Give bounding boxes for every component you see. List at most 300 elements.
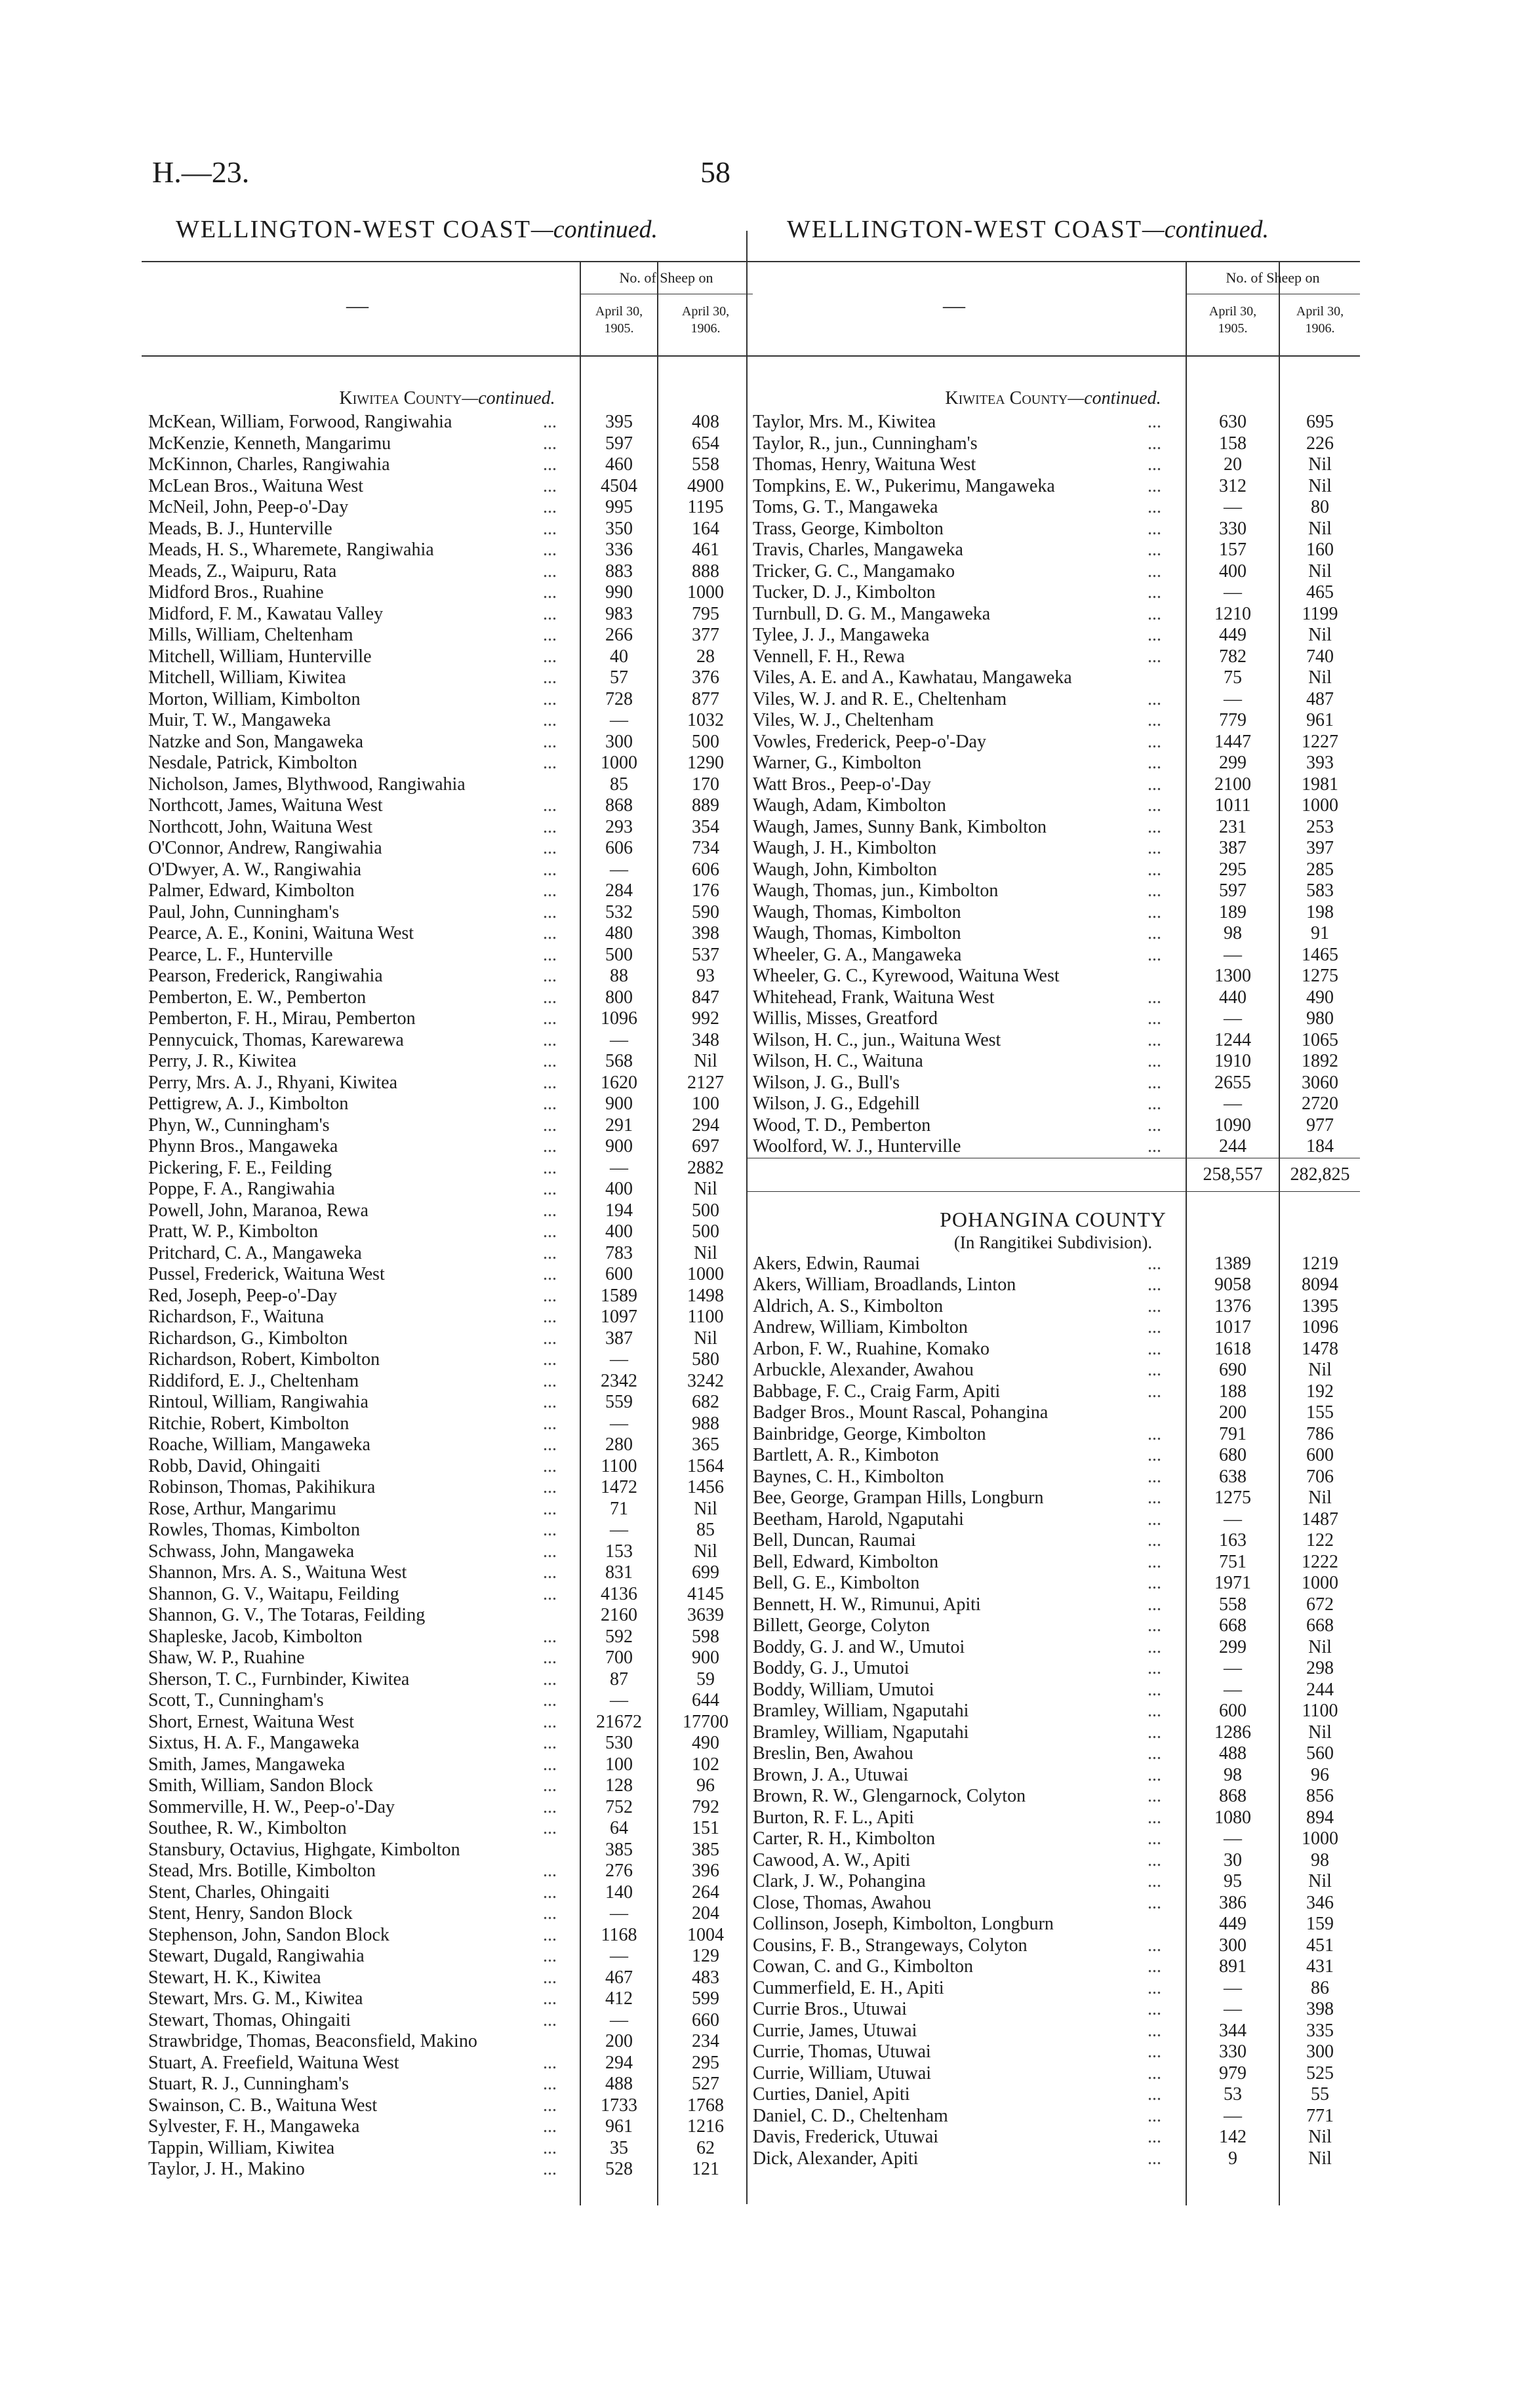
- leader-dots: ...: [1148, 1338, 1161, 1359]
- table-row: [142, 2095, 753, 2117]
- owner-name: Waugh, James, Sunny Bank, Kimbolton: [753, 816, 1047, 837]
- sheep-1905: 779: [1219, 710, 1247, 730]
- table-row: [746, 710, 1360, 732]
- sheep-1905: 330: [1219, 518, 1247, 539]
- owner-name: Sommerville, H. W., Peep-o'-Day: [148, 1796, 395, 1817]
- table-row: [746, 1573, 1360, 1594]
- table-row: [142, 1967, 753, 1989]
- leader-dots: ...: [543, 582, 557, 602]
- table-row: [142, 1712, 753, 1733]
- table-row: [142, 1307, 753, 1328]
- sheep-1906: 1032: [687, 710, 724, 730]
- sheep-1906: 1222: [1302, 1551, 1338, 1572]
- owner-name: Mills, William, Cheltenham: [148, 625, 353, 645]
- leader-dots: ...: [1148, 2063, 1161, 2083]
- sheep-1905: 440: [1219, 987, 1247, 1008]
- sheep-1906: 91: [1311, 923, 1329, 943]
- sheep-1905: 400: [1219, 561, 1247, 582]
- sheep-1906: 93: [696, 966, 715, 986]
- sheep-1906: 102: [692, 1754, 719, 1775]
- leader-dots: ...: [1148, 838, 1161, 858]
- left-table-header: [142, 261, 753, 357]
- owner-name: Muir, T. W., Mangaweka: [148, 710, 331, 730]
- sheep-1906: 348: [692, 1029, 719, 1050]
- sheep-1905: 98: [1224, 1764, 1242, 1785]
- leader-dots: ...: [1148, 454, 1161, 475]
- sheep-1906: 1000: [1302, 1573, 1338, 1593]
- leader-dots: ...: [543, 1583, 557, 1604]
- sheep-1906: 740: [1306, 646, 1334, 667]
- section-heading: Kiwitea County—continued.: [339, 388, 555, 408]
- table-row: [746, 902, 1360, 924]
- leader-dots: ...: [1148, 1360, 1161, 1380]
- leader-dots: ...: [543, 475, 557, 496]
- sheep-1905: —: [610, 1903, 628, 1924]
- owner-name: Willis, Misses, Greatford: [753, 1008, 938, 1029]
- leader-dots: ...: [1148, 1636, 1161, 1657]
- sheep-1905: 100: [605, 1754, 633, 1775]
- owner-name: Perry, Mrs. A. J., Rhyani, Kiwitea: [148, 1072, 398, 1093]
- sheep-1905: 280: [605, 1434, 633, 1455]
- table-row: [746, 1893, 1360, 1914]
- sheep-1905: 752: [605, 1796, 633, 1817]
- owner-name: McKenzie, Kenneth, Mangarimu: [148, 433, 391, 454]
- leader-dots: ...: [1148, 582, 1161, 602]
- sheep-1906: 706: [1306, 1466, 1334, 1487]
- sheep-1906: 122: [1306, 1530, 1334, 1550]
- table-row: [746, 1530, 1360, 1552]
- table-row: [142, 1008, 753, 1030]
- leader-dots: ...: [1148, 1136, 1161, 1156]
- sheep-1905: 385: [605, 1839, 633, 1860]
- sheep-1906: 672: [1306, 1594, 1334, 1615]
- table-row: [142, 1073, 753, 1094]
- leader-dots: ...: [543, 1115, 557, 1135]
- sheep-1906: 1000: [1302, 795, 1338, 816]
- owner-name: Northcott, James, Waituna West: [148, 795, 383, 816]
- sheep-1905: 831: [605, 1562, 633, 1583]
- leader-dots: ...: [543, 2095, 557, 2116]
- table-row: [746, 1253, 1360, 1275]
- section-subheading: (In Rangitikei Subdivision).: [953, 1232, 1153, 1252]
- leader-dots: ...: [1148, 1701, 1161, 1721]
- sheep-1905: 638: [1219, 1466, 1247, 1487]
- leader-dots: ...: [543, 1541, 557, 1562]
- sheep-1905: 128: [605, 1775, 633, 1796]
- col-1906-header: April 30, 1906.: [1296, 304, 1344, 336]
- sheep-1906: 4900: [687, 475, 724, 496]
- leader-dots: ...: [1148, 412, 1161, 432]
- leader-dots: ...: [1148, 1999, 1161, 2019]
- sheep-1906: 1227: [1302, 731, 1338, 752]
- sheep-1905: 158: [1219, 433, 1247, 454]
- sheep-1905: 1100: [601, 1455, 637, 1476]
- leader-dots: ...: [1148, 1551, 1161, 1572]
- leader-dots: ...: [1148, 1594, 1161, 1615]
- sheep-1905: 1080: [1214, 1807, 1251, 1828]
- leader-dots: ...: [1148, 518, 1161, 539]
- sheep-1905: 350: [605, 518, 633, 539]
- sheep-1906: 2720: [1302, 1094, 1338, 1114]
- sheep-1906: 1096: [1302, 1317, 1338, 1337]
- leader-dots: ...: [543, 1775, 557, 1796]
- leader-dots: ...: [543, 1157, 557, 1178]
- sheep-1905: 400: [605, 1179, 633, 1199]
- sheep-1906: 697: [692, 1136, 719, 1156]
- sheep-1906: 583: [1306, 880, 1334, 901]
- owner-name: Stephenson, John, Sandon Block: [148, 1924, 389, 1945]
- leader-dots: ...: [1148, 1658, 1161, 1678]
- owner-name: Pratt, W. P., Kimbolton: [148, 1221, 319, 1242]
- leader-dots: ...: [1148, 1509, 1161, 1530]
- sheep-1906: 771: [1306, 2105, 1334, 2126]
- sheep-1905: 883: [605, 561, 633, 582]
- leader-dots: ...: [543, 1690, 557, 1710]
- table-row: [746, 1956, 1360, 1978]
- sheep-1905: 95: [1224, 1871, 1242, 1891]
- table-row: [746, 2042, 1360, 2063]
- sheep-1906: 668: [1306, 1615, 1334, 1636]
- sheep-1905: —: [610, 1946, 628, 1966]
- leader-dots: ...: [1148, 1072, 1161, 1093]
- sheep-1905: 142: [1219, 2127, 1247, 2147]
- owner-name: Currie, William, Utuwai: [753, 2063, 932, 2083]
- leader-dots: ...: [543, 1796, 557, 1817]
- owner-name: Phynn Bros., Mangaweka: [148, 1136, 338, 1156]
- sheep-1905: 189: [1219, 901, 1247, 922]
- sheep-1905: 488: [1219, 1743, 1247, 1764]
- sheep-1905: 751: [1219, 1551, 1247, 1572]
- sheep-1905: 291: [605, 1115, 633, 1135]
- sheep-1906: 3639: [687, 1605, 724, 1625]
- table-row: [746, 1509, 1360, 1531]
- sheep-1906: 894: [1306, 1807, 1334, 1828]
- sheep-1905: 791: [1219, 1423, 1247, 1444]
- leader-dots: ...: [543, 1094, 557, 1114]
- sheep-1906: Nil: [694, 1242, 717, 1263]
- sheep-1906: 96: [1311, 1764, 1329, 1785]
- table-row: [142, 1094, 753, 1115]
- owner-name: Phyn, W., Cunningham's: [148, 1115, 330, 1135]
- county-total-row: [746, 1158, 1360, 1192]
- sheep-1905: 35: [610, 2137, 628, 2158]
- leader-dots: ...: [1148, 987, 1161, 1008]
- sheep-1905: 1733: [601, 2095, 637, 2116]
- table-row: [142, 1286, 753, 1307]
- sheep-1905: 449: [1219, 1914, 1247, 1934]
- right-table: [746, 261, 1360, 2169]
- owner-name: Vowles, Frederick, Peep-o'-Day: [753, 731, 986, 752]
- sheep-1905: 480: [605, 923, 633, 943]
- sheep-1906: 590: [692, 901, 719, 922]
- owner-name: Bell, Edward, Kimbolton: [753, 1551, 939, 1572]
- owner-name: Bell, Duncan, Raumai: [753, 1530, 916, 1550]
- leader-dots: ...: [543, 1988, 557, 2009]
- leader-dots: ...: [543, 1221, 557, 1242]
- sheep-1906: 695: [1306, 412, 1334, 432]
- sheep-1905: 1300: [1214, 966, 1251, 986]
- sheep-1905: —: [610, 710, 628, 730]
- sheep-1906: 682: [692, 1392, 719, 1412]
- leader-dots: ...: [1148, 774, 1161, 795]
- leader-dots: ...: [543, 1818, 557, 1838]
- owner-name: Roache, William, Mangaweka: [148, 1434, 370, 1455]
- sheep-1905: 979: [1219, 2063, 1247, 2083]
- owner-name: Pemberton, F. H., Mirau, Pemberton: [148, 1008, 416, 1029]
- owner-name: Davis, Frederick, Utuwai: [753, 2127, 939, 2147]
- sheep-1905: 299: [1219, 753, 1247, 773]
- owner-name: Shannon, G. V., The Totaras, Feilding: [148, 1605, 426, 1625]
- sheep-1906: 1465: [1302, 944, 1338, 965]
- owner-name: Rintoul, William, Rangiwahia: [148, 1392, 369, 1412]
- sheep-1906: 660: [692, 2009, 719, 2030]
- sheep-1905: 284: [605, 880, 633, 901]
- table-row: [142, 1413, 753, 1435]
- sheep-1905: 57: [610, 667, 628, 688]
- sheep-1906: 176: [692, 880, 719, 901]
- owner-name: Beetham, Harold, Ngaputahi: [753, 1509, 964, 1530]
- owner-name: McLean Bros., Waituna West: [148, 475, 364, 496]
- table-row: [142, 1371, 753, 1392]
- leader-dots: ...: [543, 1967, 557, 1988]
- owner-name: Poppe, F. A., Rangiwahia: [148, 1179, 335, 1199]
- leader-dots: ...: [1148, 710, 1161, 730]
- table-row: [142, 1051, 753, 1073]
- owner-name: Waugh, Thomas, jun., Kimbolton: [753, 880, 999, 901]
- sheep-1905: 295: [1219, 859, 1247, 880]
- owner-name: Bramley, William, Ngaputahi: [753, 1722, 969, 1743]
- owner-name: Shannon, G. V., Waitapu, Feilding: [148, 1583, 399, 1604]
- leader-dots: ...: [1148, 497, 1161, 517]
- sheep-1905: 500: [605, 944, 633, 965]
- sheep-1905: 98: [1224, 923, 1242, 943]
- leader-dots: ...: [1148, 1530, 1161, 1550]
- leader-dots: ...: [543, 497, 557, 517]
- leader-dots: ...: [543, 838, 557, 858]
- table-row: [746, 689, 1360, 711]
- leader-dots: ...: [543, 1498, 557, 1519]
- sheep-1906: 1395: [1302, 1295, 1338, 1316]
- owner-name: Rose, Arthur, Mangarimu: [148, 1498, 336, 1519]
- leader-dots: ...: [1148, 1274, 1161, 1295]
- leader-dots: ...: [543, 1946, 557, 1966]
- sheep-1906: 86: [1311, 1977, 1329, 1998]
- sheep-1906: 654: [692, 433, 719, 454]
- sheep-1905: —: [1224, 1658, 1242, 1678]
- leader-dots: ...: [543, 1520, 557, 1540]
- col-1905-header: April 30, 1905.: [595, 304, 643, 336]
- owner-name: Currie, Thomas, Utuwai: [753, 2042, 931, 2062]
- table-row: [142, 454, 753, 476]
- table-row: [142, 1520, 753, 1541]
- table-row: [746, 1051, 1360, 1073]
- owner-name: Stent, Henry, Sandon Block: [148, 1903, 353, 1924]
- owner-name: Vennell, F. H., Rewa: [753, 646, 905, 667]
- leader-dots: ...: [1148, 731, 1161, 752]
- sheep-1906: 398: [1306, 1999, 1334, 2019]
- sheep-1905: 300: [1219, 1935, 1247, 1956]
- table-row: [746, 1488, 1360, 1509]
- sheep-1906: Nil: [694, 1328, 717, 1349]
- sheep-1906: 558: [692, 454, 719, 475]
- sheep-1906: Nil: [694, 1541, 717, 1562]
- sheep-1906: 129: [692, 1946, 719, 1966]
- table-row: [142, 646, 753, 668]
- sheep-1906: 17700: [683, 1711, 729, 1732]
- leader-dots: ...: [543, 1072, 557, 1093]
- sheep-1906: Nil: [1308, 1360, 1332, 1380]
- sheep-1906: 487: [1306, 688, 1334, 709]
- table-row: [746, 497, 1360, 519]
- table-row: [142, 1434, 753, 1456]
- sheep-1905: 700: [605, 1648, 633, 1668]
- leader-dots: ...: [1148, 1029, 1161, 1050]
- sheep-1905: 312: [1219, 475, 1247, 496]
- table-row: [746, 1935, 1360, 1957]
- table-row: [746, 561, 1360, 583]
- owner-name: Stansbury, Octavius, Highgate, Kimbolton: [148, 1839, 460, 1860]
- leader-dots: ...: [543, 1285, 557, 1306]
- sheep-1905: 1620: [601, 1072, 637, 1093]
- table-row: [746, 1381, 1360, 1403]
- owner-name: Viles, A. E. and A., Kawhatau, Mangaweka: [753, 667, 1072, 688]
- table-row: [746, 923, 1360, 945]
- table-row: [746, 1914, 1360, 1935]
- sheep-1906: 1768: [687, 2095, 724, 2116]
- table-row: [142, 923, 753, 945]
- owner-name: Cawood, A. W., Apiti: [753, 1849, 911, 1870]
- sheep-1906: 1478: [1302, 1338, 1338, 1359]
- leader-dots: ...: [1148, 1807, 1161, 1828]
- table-row: [142, 1797, 753, 1819]
- table-row: [746, 2106, 1360, 2127]
- sheep-1906: 264: [692, 1882, 719, 1903]
- sheep-1906: 988: [692, 1413, 719, 1434]
- sheep-1906: 354: [692, 816, 719, 837]
- sheep-1906: Nil: [1308, 1722, 1332, 1743]
- leader-dots: ...: [543, 1434, 557, 1455]
- sheep-1905: 1210: [1214, 603, 1251, 624]
- sheep-1905: 153: [605, 1541, 633, 1562]
- right-table-header: [746, 261, 1360, 357]
- sheep-1905: 87: [610, 1668, 628, 1689]
- sheep-1906: 889: [692, 795, 719, 816]
- owner-name: Tylee, J. J., Mangaweka: [753, 625, 930, 645]
- owner-name: Stewart, Thomas, Ohingaiti: [148, 2009, 351, 2030]
- owner-name: O'Dwyer, A. W., Rangiwahia: [148, 859, 362, 880]
- owner-name: Boddy, G. J. and W., Umutoi: [753, 1636, 965, 1657]
- leader-dots: ...: [543, 625, 557, 645]
- leader-dots: ...: [543, 518, 557, 539]
- sheep-1906: 490: [692, 1733, 719, 1753]
- sheep-1905: —: [610, 1413, 628, 1434]
- sheep-1906: 151: [692, 1818, 719, 1838]
- sheep-1905: 53: [1224, 2084, 1242, 2104]
- table-row: [142, 476, 753, 498]
- owner-name: Meads, H. S., Wharemete, Rangiwahia: [148, 540, 434, 560]
- left-column-title: WELLINGTON-WEST COAST—continued.: [176, 216, 658, 243]
- table-row: [142, 1840, 753, 1861]
- sheep-1906: 2882: [687, 1157, 724, 1178]
- sheep-1905: 200: [605, 2031, 633, 2051]
- owner-name: Viles, W. J., Cheltenham: [753, 710, 934, 730]
- owner-name: Wheeler, G. C., Kyrewood, Waituna West: [753, 966, 1060, 986]
- leader-dots: ...: [543, 966, 557, 986]
- sheep-1905: —: [610, 859, 628, 880]
- table-row: [746, 732, 1360, 753]
- owner-name: Shapleske, Jacob, Kimbolton: [148, 1626, 363, 1647]
- leader-dots: ...: [543, 859, 557, 880]
- owner-name: Arbon, F. W., Ruahine, Komako: [753, 1338, 989, 1359]
- owner-name: Arbuckle, Alexander, Awahou: [753, 1360, 974, 1380]
- table-row: [746, 1871, 1360, 1893]
- owner-name: Morton, William, Kimbolton: [148, 688, 361, 709]
- owner-name: Brown, R. W., Glengarnock, Colyton: [753, 1786, 1026, 1806]
- sheep-1905: 1097: [601, 1307, 637, 1327]
- sheep-1906: 1981: [1302, 774, 1338, 795]
- owner-name: Shaw, W. P., Ruahine: [148, 1648, 305, 1668]
- table-row: [746, 1807, 1360, 1829]
- sheep-1906: 461: [692, 540, 719, 560]
- table-row: [142, 753, 753, 774]
- sheep-1905: 1011: [1214, 795, 1251, 816]
- sheep-1905: —: [610, 1349, 628, 1370]
- sheep-1906: 1275: [1302, 966, 1338, 986]
- table-row: [746, 795, 1360, 817]
- owner-name: Robinson, Thomas, Pakihikura: [148, 1477, 376, 1497]
- owner-name: Akers, Edwin, Raumai: [753, 1253, 921, 1274]
- sheep-1906: 1456: [687, 1477, 724, 1497]
- table-row: [746, 945, 1360, 966]
- leader-dots: ...: [1148, 1295, 1161, 1316]
- leader-dots: ...: [543, 433, 557, 454]
- sheep-1905: 344: [1219, 2020, 1247, 2041]
- sheep-1905: 568: [605, 1051, 633, 1071]
- leader-dots: ...: [1148, 2020, 1161, 2041]
- table-row: [142, 2138, 753, 2160]
- leader-dots: ...: [543, 454, 557, 475]
- table-row: [746, 646, 1360, 668]
- sheep-1905: 64: [610, 1818, 628, 1838]
- sheep-1906: 786: [1306, 1423, 1334, 1444]
- owner-name: Currie, James, Utuwai: [753, 2020, 917, 2041]
- table-row: [746, 625, 1360, 646]
- sheep-1905: 387: [1219, 838, 1247, 858]
- owner-name: Smith, James, Mangaweka: [148, 1754, 346, 1775]
- sheep-1906: 121: [692, 2159, 719, 2179]
- leader-dots: ...: [1148, 475, 1161, 496]
- sheep-1906: 431: [1306, 1956, 1334, 1977]
- leader-dots: ...: [1148, 880, 1161, 901]
- table-row: [142, 732, 753, 753]
- table-row: [142, 1605, 753, 1627]
- leader-dots: ...: [1148, 2105, 1161, 2126]
- leader-dots: ...: [1148, 688, 1161, 709]
- table-row: [142, 1030, 753, 1052]
- table-row: [142, 1562, 753, 1584]
- leader-dots: ...: [1148, 433, 1161, 454]
- table-row: [142, 1754, 753, 1776]
- table-row: [142, 880, 753, 902]
- sheep-1906: Nil: [1308, 1871, 1332, 1891]
- leader-dots: ...: [543, 1008, 557, 1029]
- leader-dots: ...: [543, 412, 557, 432]
- sheep-1905: 71: [610, 1498, 628, 1519]
- sheep-1906: 734: [692, 838, 719, 858]
- sheep-1905: 668: [1219, 1615, 1247, 1636]
- table-row: [142, 1925, 753, 1946]
- leader-dots: ...: [543, 1924, 557, 1945]
